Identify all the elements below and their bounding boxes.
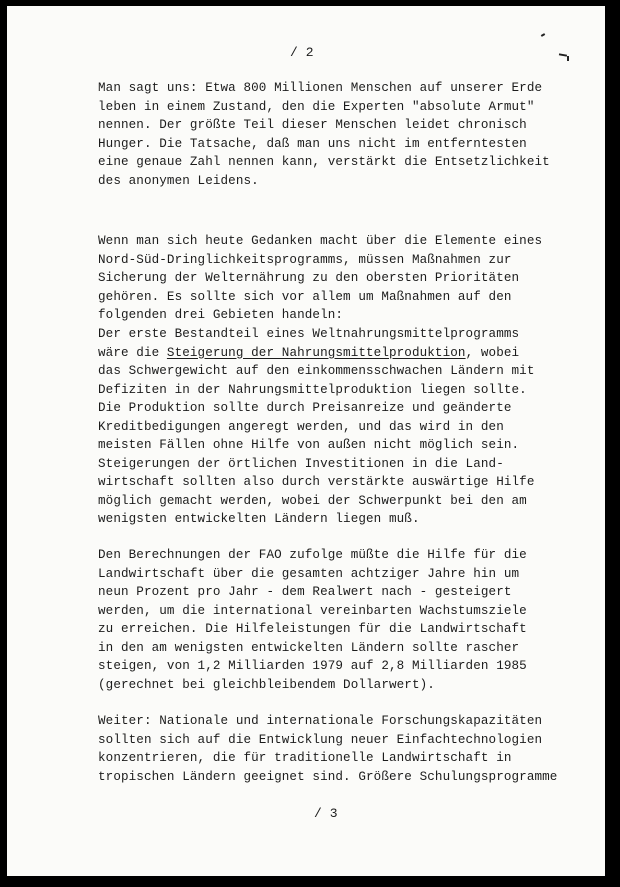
text-line: Defiziten in der Nahrungsmittelproduktion liegen sollte. (98, 382, 527, 397)
text-line: Wenn man sich heute Gedanken macht über die Elemente eines (98, 234, 543, 248)
scan-speck (559, 53, 567, 56)
text-line: Nord-Süd-Dringlichkeitsprogramms, müssen Maßnahmen zur (98, 252, 512, 267)
text-line: möglich gemacht werden, wobei der Schwerpunkt bei den am (98, 493, 527, 508)
text-line: Weiter: Nationale und internationale Forschungskapazitäten (98, 714, 543, 728)
page-number-top: / 2 (290, 45, 314, 60)
text-line: leben in einem Zustand, den die Experten "absolute Armut" (98, 99, 535, 114)
page-number-bottom: / 3 (314, 806, 338, 821)
text-line: meisten Fällen ohne Hilfe von außen nicht möglich sein. (98, 438, 520, 452)
scan-speck (567, 56, 569, 61)
text-line: tropischen Ländern geeignet sind. Größere Schulungsprogramme (98, 769, 558, 784)
underlined-phrase: Steigerung der Nahrungsmittelproduktion (166, 345, 466, 360)
text-line: Die Produktion sollte durch Preisanreize und geänderte (98, 401, 512, 415)
document-page (7, 6, 605, 876)
text-line: wenigsten entwickelten Ländern liegen muß. (98, 512, 420, 526)
text-line: Landwirtschaft über die gesamten achtziger Jahre hin um (98, 566, 520, 581)
text-line: steigen, von 1,2 Milliarden 1979 auf 2,8 Milliarden 1985 (98, 659, 527, 673)
text-line: sollten sich auf die Entwicklung neuer Einfachtechnologien (98, 732, 543, 747)
text-line: Den Berechnungen der FAO zufolge müßte die Hilfe für die (98, 548, 527, 562)
text-line: Hunger. Die Tatsache, daß man uns nicht im entferntesten (98, 136, 527, 151)
text-line: Kreditbedigungen angeregt werden, und das wird in den (98, 419, 504, 434)
paragraph-research (98, 712, 568, 786)
text-line: in den am wenigsten entwickelten Ländern sollte rascher (98, 640, 520, 655)
paragraph-fao (98, 546, 568, 694)
text-line: werden, um die international vereinbarten Wachstumsziele (98, 603, 527, 618)
text-line: nennen. Der größte Teil dieser Menschen leidet chronisch (98, 118, 527, 132)
text-line: des anonymen Leidens. (98, 173, 259, 188)
text-line: das Schwergewicht auf den einkommensschwachen Ländern mit (98, 364, 535, 378)
text-line: Man sagt uns: Etwa 800 Millionen Menschen auf unserer Erde (98, 81, 543, 95)
paragraph-poverty (98, 79, 568, 190)
text-line (98, 344, 568, 363)
paragraph-production (98, 325, 568, 529)
text-line: konzentrieren, die für traditionelle Landwirtschaft in (98, 751, 512, 765)
text-line: (gerechnet bei gleichbleibendem Dollarwert). (98, 677, 435, 692)
text-line: Steigerungen der örtlichen Investitionen in die Land- (98, 456, 504, 471)
text-line: Der erste Bestandteil eines Weltnahrungsmittelprogramms (98, 327, 520, 341)
text-line: zu erreichen. Die Hilfeleistungen für die Landwirtschaft (98, 622, 527, 636)
text-line: Sicherung der Welternährung zu den obersten Prioritäten (98, 271, 520, 285)
scan-speck (541, 33, 545, 37)
paragraph-priorities (98, 232, 568, 325)
text-line: neun Prozent pro Jahr - dem Realwert nach - gesteigert (98, 585, 512, 599)
text-line: gehören. Es sollte sich vor allem um Maßnahmen auf den (98, 289, 512, 304)
text-line: eine genaue Zahl nennen kann, verstärkt die Entsetzlichkeit (98, 155, 550, 169)
text-segment: wäre die (98, 345, 167, 360)
text-line: wirtschaft sollten also durch verstärkte auswärtige Hilfe (98, 475, 535, 489)
text-segment: , wobei (465, 345, 520, 360)
text-line: folgenden drei Gebieten handeln: (98, 308, 344, 322)
